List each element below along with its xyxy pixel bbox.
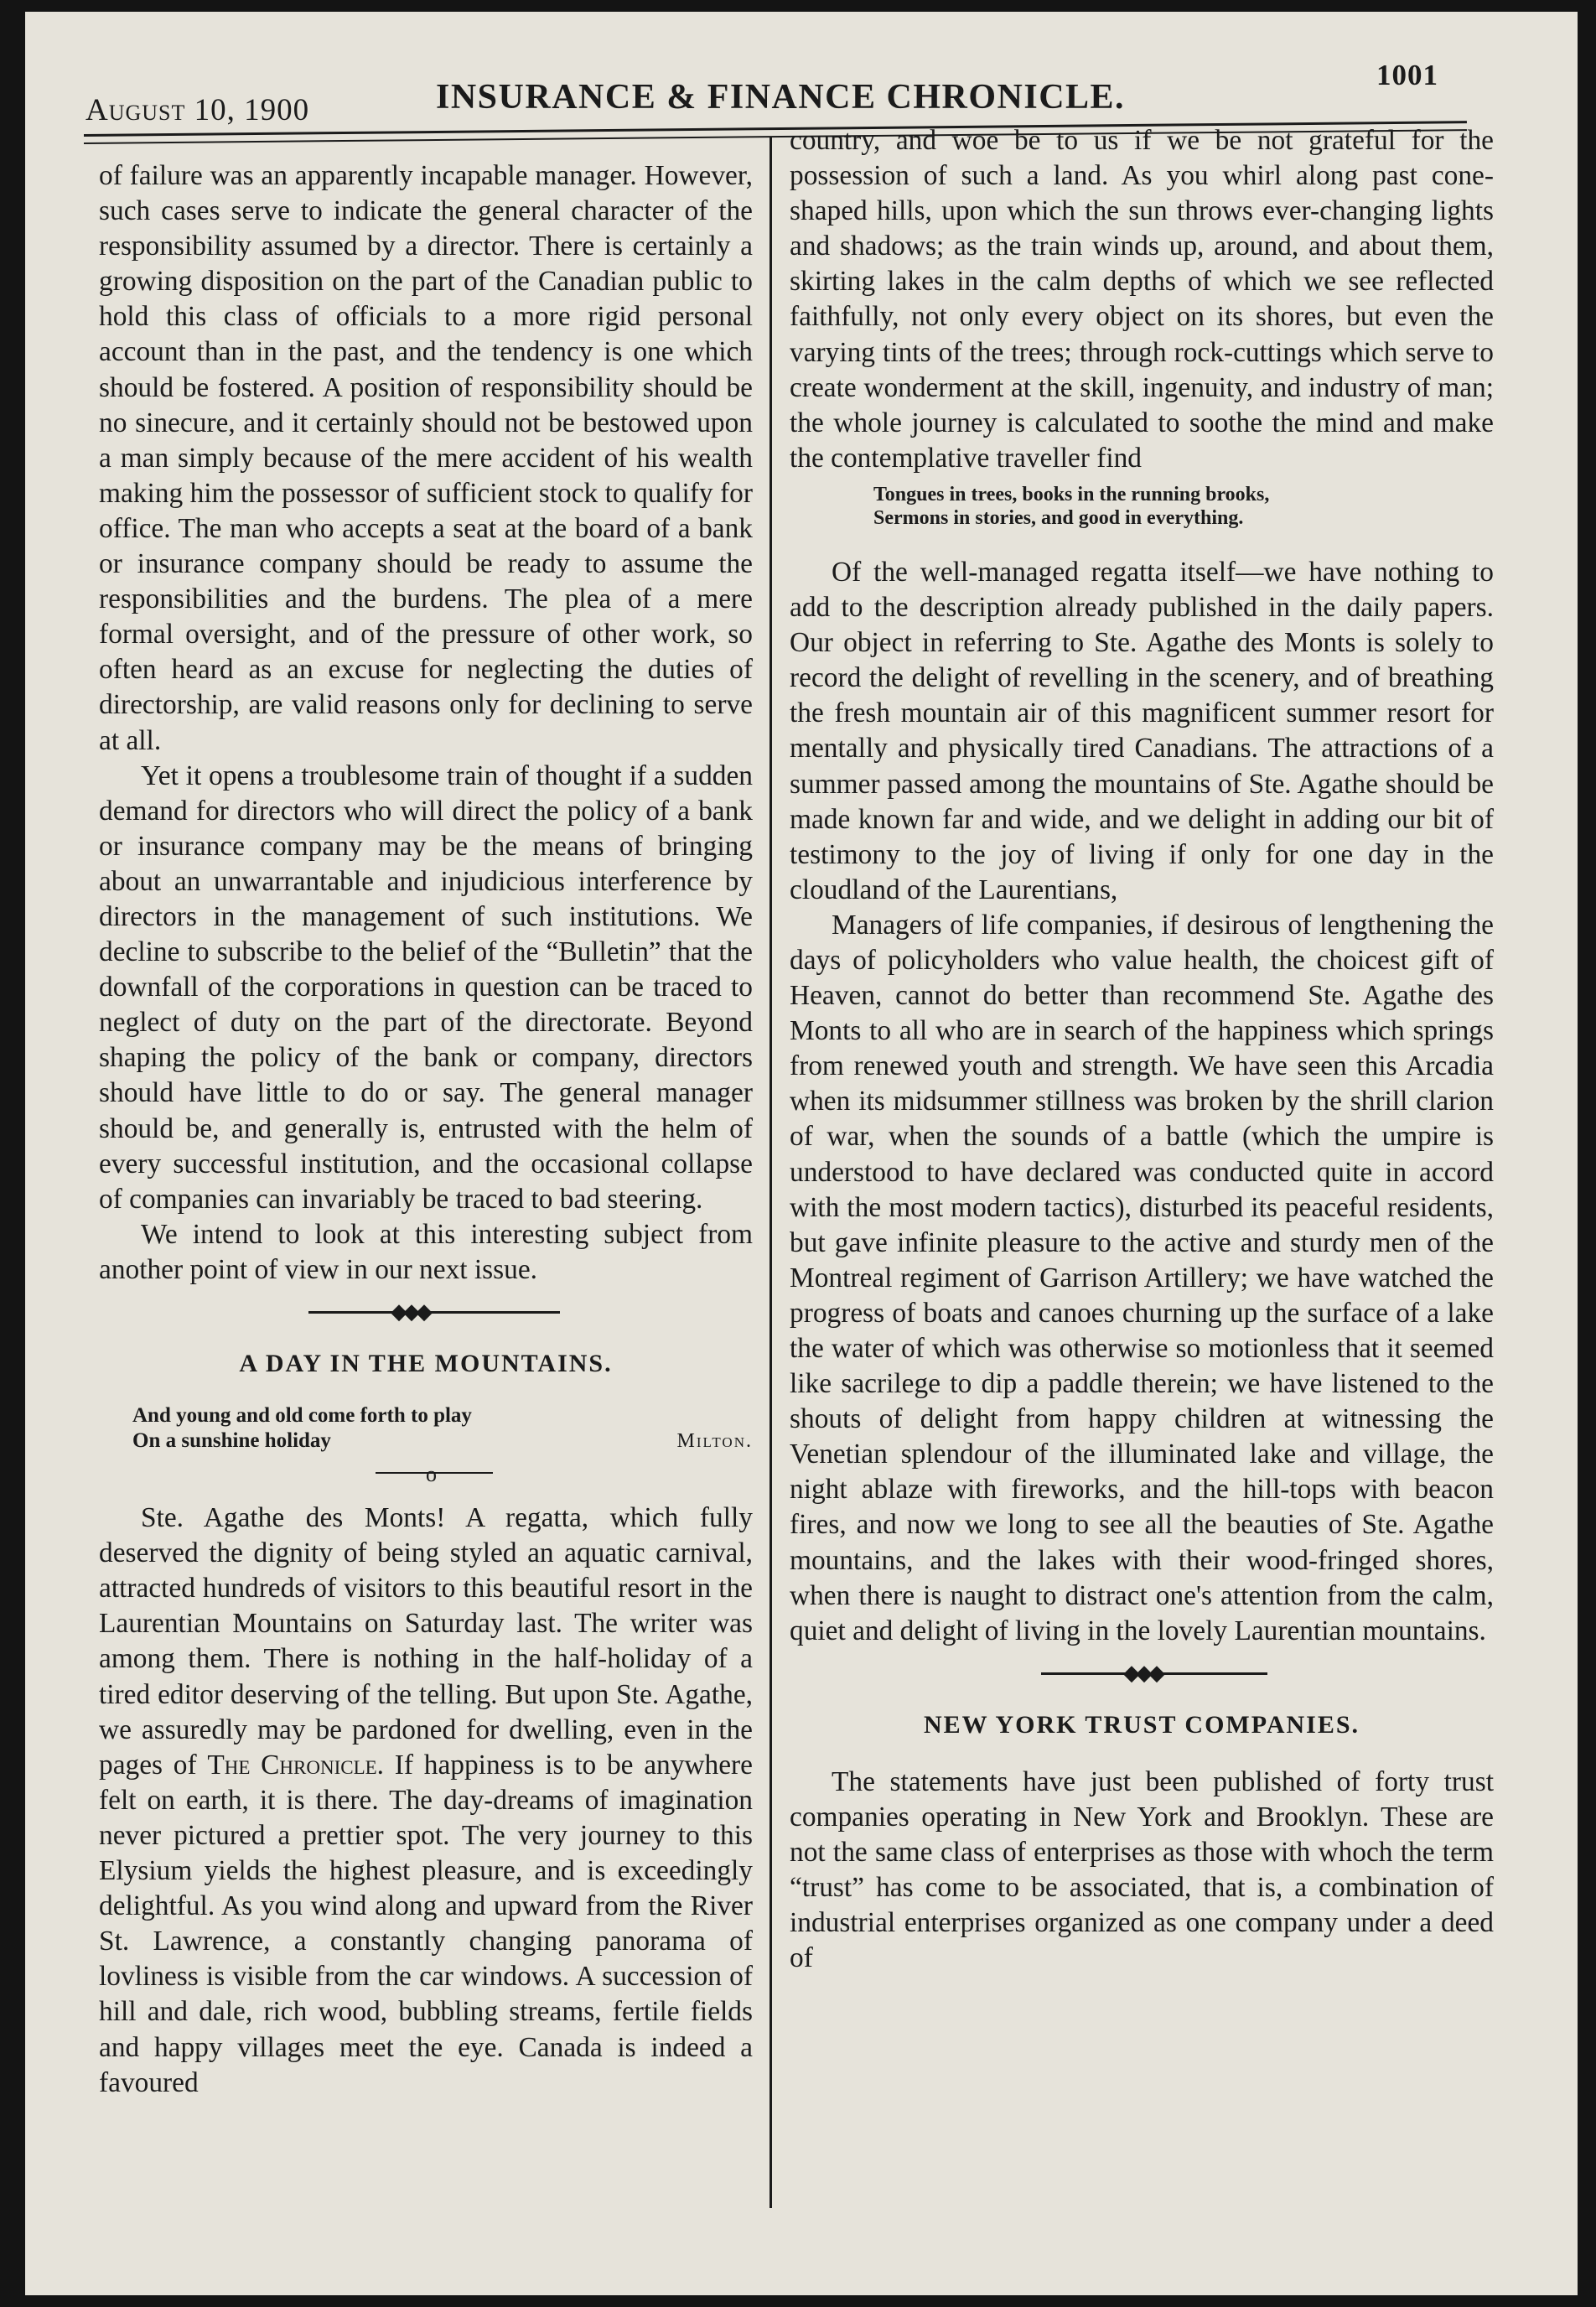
publication-reference: The Chronicle.	[207, 1749, 385, 1781]
small-separator	[99, 1454, 753, 1492]
third-paragraph: We intend to look at this interesting subject from another point of view in our next issue.	[99, 1218, 753, 1285]
publication-title: INSURANCE & FINANCE CHRONICLE.	[436, 78, 1126, 117]
ornament-diamond: ◆◆◆	[1123, 1660, 1161, 1685]
continuation-paragraph: country, and woe be to us if we be not grateful for the possession of such a land. As you whirl along past cone-shaped hills, upon which the sun throws ever-changing lights and shadows; as the train winds up, around, and about them, skirting lakes in the calm depths of which we see reflected faithfully, not only every object on its shores, but even the varying tints of the trees; through rock-cuttings which serve to create wonderment at the skill, ingenuity, and industry of man; the whole journey is calculated to soothe the mind and make the contemplative traveller find	[790, 125, 1494, 474]
section-separator	[99, 1288, 753, 1338]
right-column	[790, 123, 1494, 1977]
epigraph-author: Milton.	[676, 1430, 753, 1453]
trust-paragraph: The statements have just been published of forty trust companies operating in New York and Brooklyn. These are not the same class of enterprises as those with whoch the term “trust” has come to be associated, that is, a combination of industrial enterprises organized as one company under a deed of	[790, 1765, 1494, 1974]
article-heading-trust: NEW YORK TRUST COMPANIES.	[923, 1710, 1360, 1739]
newspaper-page	[25, 12, 1578, 2295]
column-divider	[770, 137, 772, 2208]
ornament-diamond: ◆◆◆	[391, 1299, 428, 1324]
page-number: 1001	[1376, 59, 1438, 91]
managers-paragraph: Managers of life companies, if desirous of lengthening the days of policyholders who value health, the choicest gift of Heaven, cannot do better than recommend Ste. Agathe des Monts to all who are in search of the happiness which springs from renewed youth and strength. We have seen this Arcadia when its midsummer stillness was broken by the shrill clarion of war, when the sounds of a battle (which the umpire is understood to have declared was conducted quite in accord with the most modern tactics), disturbed its peaceful residents, but gave infinite pleasure to the active and sturdy men of the Montreal regiment of Garrison Artillery; we have watched the progress of boats and canoes churning up the surface of a lake the water of which was otherwise so motionless that it seemed like sacrilege to dip a paddle therein; we have listened to the shouts of delight from happy children at witnessing the Venetian splendour of the illuminated lake and village, the night ablaze with fireworks, and the hill-tops with beacon fires, and now we long to see all the beauties of Ste. Agathe mountains, and the lakes with their wood-fringed shores, when there is naught to distract one's attention from the calm, quiet and delight of living in the lovely Laurentian mountains.	[790, 909, 1494, 1646]
section-separator	[790, 1649, 1494, 1699]
separator-line	[308, 1311, 560, 1314]
quote-line: Sermons in stories, and good in everything.	[873, 506, 1244, 529]
article-text-cont: If happiness is to be anywhere felt on earth, it is there. The day-dreams of imagination never pictured a prettier spot. The very journey to this Elysium yields the highest pleasure, and is exceedingly delightful. As you wind along and upward from the River St. Lawrence, a constantly changing panorama of lovliness is visible from the car windows. A succession of hill and dale, rich wood, bubbling streams, fertile fields and happy villages meet the eye. Canada is indeed a favoured	[99, 1749, 753, 2098]
article-heading-mountains: A DAY IN THE MOUNTAINS.	[239, 1350, 613, 1377]
left-column	[99, 158, 753, 2101]
quote-line: Tongues in trees, books in the running brooks,	[873, 483, 1270, 505]
epigraph	[132, 1403, 753, 1454]
intro-paragraph: of failure was an apparently incapable manager. However, such cases serve to indicate the general character of the responsibility assumed by a director. There is certainly a growing disposition on the part of the Canadian public to hold this class of officials to a more rigid personal account than in the past, and the tendency is one which should be fostered. A position of responsibility should be no sinecure, and it certainly should not be bestowed upon a man simply because of the mere accident of his wealth making him the possessor of sufficient stock to qualify for office. The man who accepts a seat at the board of a bank or insurance company should be ready to assume the responsibilities and the burdens. The plea of a mere formal oversight, and of the pressure of other work, so often heard as an excuse for neglecting the duties of directorship, are valid reasons only for declining to serve at all.	[99, 160, 753, 756]
epigraph-line: On a sunshine holiday	[132, 1429, 331, 1453]
quotation	[873, 483, 1494, 530]
separator-circle: o	[426, 1462, 437, 1487]
article-text: Ste. Agathe des Monts! A regatta, which fully deserved the dignity of being styled an aquatic carnival, attracted hundreds of visitors to this beautiful resort in the Laurentian Mountains on Saturday last. The writer was among them. There is nothing in the half-holiday of a tired editor deserving of the telling. But upon Ste. Agathe, we assuredly may be pardoned for dwelling, even in the pages of	[99, 1502, 753, 1781]
article-paragraph	[99, 1501, 753, 2101]
epigraph-line: And young and old come forth to play	[132, 1404, 472, 1428]
issue-date: August 10, 1900	[86, 93, 310, 127]
second-paragraph: Yet it opens a troublesome train of thought if a sudden demand for directors who will direct the policy of a bank or insurance company may be the means of bringing about an unwarrantable and injudicious interference by directors in the management of such institutions. We decline to subscribe to the belief of the “Bulletin” that the downfall of the corporations in question can be traced to neglect of duty on the part of the directorate. Beyond shaping the policy of the bank or company, directors should have little to do or say. The general manager should be, and generally is, entrusted with the helm of every successful institution, and the occasional collapse of companies can invariably be traced to bad steering.	[99, 759, 753, 1215]
regatta-paragraph: Of the well-managed regatta itself—we have nothing to add to the description already published in the daily papers. Our object in referring to Ste. Agathe des Monts is solely to record the delight of revelling in the scenery, and of breathing the fresh mountain air of this magnificent summer resort for mentally and physically tired Canadians. The attractions of a summer passed among the mountains of Ste. Agathe should be made known far and wide, and we delight in adding our bit of testimony to the joy of living if only for one day in the cloudland of the Laurentians,	[790, 556, 1494, 905]
